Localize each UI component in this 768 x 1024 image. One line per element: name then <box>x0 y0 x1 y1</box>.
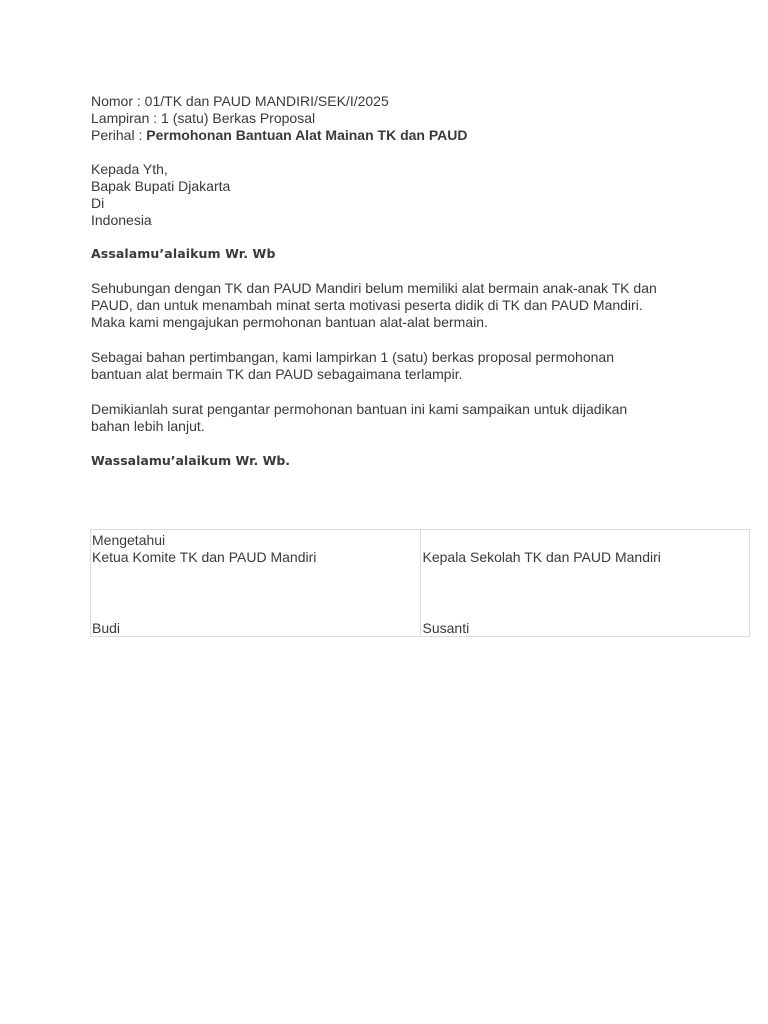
signature-table <box>90 529 750 637</box>
paragraph-line: Demikianlah surat pengantar permohonan bantuan ini kami sampaikan untuk dijadikan <box>91 401 628 417</box>
opening-greeting: Assalamu’alaikum Wr. Wb <box>91 246 276 261</box>
subject-value: Permohonan Bantuan Alat Mainan TK dan PAUD <box>146 127 468 143</box>
paragraph-line: Sebagai bahan pertimbangan, kami lampirkan 1 (satu) berkas proposal permohonan <box>91 349 614 365</box>
paragraph-1 <box>91 280 711 331</box>
letter-number: Nomor : 01/TK dan PAUD MANDIRI/SEK/I/2025 <box>91 93 389 109</box>
signature-row <box>91 530 750 637</box>
letter-body <box>91 93 711 469</box>
recipient-line: Di <box>91 195 105 211</box>
paragraph-line: Maka kami mengajukan permohonan bantuan alat-alat bermain. <box>91 314 488 330</box>
paragraph-line: bantuan alat bermain TK dan PAUD sebagaimana terlampir. <box>91 366 463 382</box>
paragraph-2 <box>91 349 711 383</box>
recipient-line: Indonesia <box>91 212 152 228</box>
signature-cell-right <box>420 530 750 637</box>
recipient-line: Kepada Yth, <box>91 161 168 177</box>
paragraph-line: Sehubungan dengan TK dan PAUD Mandiri belum memiliki alat bermain anak-anak TK dan <box>91 280 657 296</box>
recipient-block <box>91 161 711 229</box>
recipient-line: Bapak Bupati Djakarta <box>91 178 231 194</box>
closing-greeting: Wassalamu’alaikum Wr. Wb. <box>91 453 291 468</box>
committee-signatory-name: Budi <box>92 620 121 636</box>
acknowledge-label: Mengetahui <box>92 532 166 548</box>
paragraph-line: PAUD, dan untuk menambah minat serta motivasi peserta didik di TK dan PAUD Mandiri. <box>91 297 643 313</box>
letter-attachment: Lampiran : 1 (satu) Berkas Proposal <box>91 110 316 126</box>
paragraph-line: bahan lebih lanjut. <box>91 418 205 434</box>
letter-subject <box>91 127 711 144</box>
left-title-block <box>92 532 316 566</box>
subject-label: Perihal : <box>91 127 147 143</box>
paragraph-3 <box>91 401 711 435</box>
committee-title: Ketua Komite TK dan PAUD Mandiri <box>92 549 317 565</box>
principal-title: Kepala Sekolah TK dan PAUD Mandiri <box>422 549 661 565</box>
signature-cell-left <box>91 530 421 637</box>
principal-signatory-name: Susanti <box>422 620 470 636</box>
